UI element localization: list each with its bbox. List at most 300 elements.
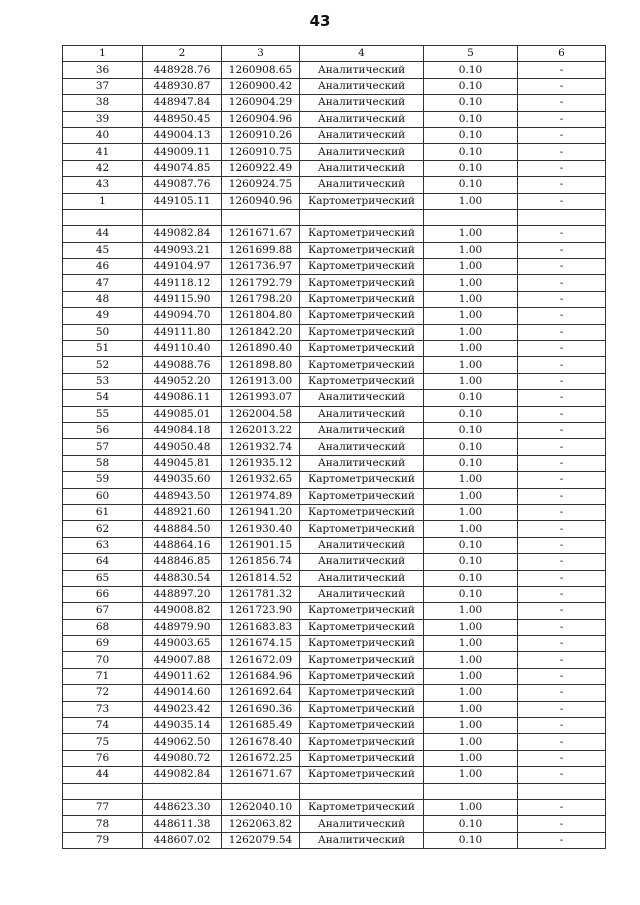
table-cell [63,209,143,225]
coordinates-table [62,45,606,849]
table-row [63,242,606,258]
table-cell: Картометрический [300,324,424,340]
table-cell: Аналитический [300,586,424,602]
table-cell: 1261898.80 [222,357,300,373]
table-row [63,652,606,668]
table-cell: 449035.60 [143,472,222,488]
table-cell: 448830.54 [143,570,222,586]
table-cell: 448884.50 [143,521,222,537]
table-cell: Аналитический [300,390,424,406]
table-cell: 1.00 [424,701,518,717]
table-cell: Картометрический [300,668,424,684]
table-row [63,62,606,78]
table-row [63,783,606,799]
table-cell: 1262063.82 [222,816,300,832]
table-cell: 1.00 [424,734,518,750]
table-cell: 1.00 [424,324,518,340]
table-cell: 1262079.54 [222,832,300,848]
table-cell: 1.00 [424,373,518,389]
table-row [63,275,606,291]
table-cell: - [518,816,606,832]
table-cell: 1261699.88 [222,242,300,258]
table-cell: - [518,455,606,471]
table-cell: Аналитический [300,439,424,455]
table-cell: 448979.90 [143,619,222,635]
table-cell: 1.00 [424,488,518,504]
table-cell: 449045.81 [143,455,222,471]
table-cell: - [518,193,606,209]
table-cell: 72 [63,685,143,701]
header-cell: 2 [143,46,222,62]
table-row [63,259,606,275]
table-cell [300,209,424,225]
table-cell: 0.10 [424,111,518,127]
table-cell: Картометрический [300,619,424,635]
table-row [63,341,606,357]
table-cell: 0.10 [424,95,518,111]
table-cell: 448950.45 [143,111,222,127]
table-cell: 1262013.22 [222,422,300,438]
table-row [63,521,606,537]
table-cell: - [518,275,606,291]
table-cell: 71 [63,668,143,684]
table-row [63,308,606,324]
table-cell: - [518,554,606,570]
table-cell: 1261842.20 [222,324,300,340]
table-cell: Аналитический [300,160,424,176]
table-cell: - [518,636,606,652]
table-cell: 0.10 [424,570,518,586]
table-cell: 0.10 [424,439,518,455]
table-cell: - [518,799,606,815]
table-cell: 58 [63,455,143,471]
table-cell: 44 [63,226,143,242]
table-cell: 1.00 [424,521,518,537]
table-cell: 51 [63,341,143,357]
table-cell: - [518,734,606,750]
page-number: 43 [309,12,331,30]
table-row [63,668,606,684]
table-cell: 40 [63,127,143,143]
table-cell: 449004.13 [143,127,222,143]
table-cell: Картометрический [300,341,424,357]
table-cell: - [518,144,606,160]
table-cell: 1261671.67 [222,767,300,783]
table-cell: 1261935.12 [222,455,300,471]
table-cell: 1.00 [424,685,518,701]
table-cell: 0.10 [424,390,518,406]
table-cell: Картометрический [300,767,424,783]
table-row [63,144,606,160]
table-cell: 1261685.49 [222,718,300,734]
table-cell: - [518,62,606,78]
table-cell [424,783,518,799]
table-cell: 448607.02 [143,832,222,848]
table-cell: - [518,341,606,357]
table-cell: 449082.84 [143,767,222,783]
table-cell: - [518,439,606,455]
table-cell: 59 [63,472,143,488]
table-cell: Аналитический [300,62,424,78]
table-cell: 448943.50 [143,488,222,504]
table-cell: - [518,291,606,307]
table-cell: 1.00 [424,308,518,324]
table-row [63,734,606,750]
table-cell: 449003.65 [143,636,222,652]
table-cell: 449014.60 [143,685,222,701]
table-cell: Картометрический [300,259,424,275]
table-cell: 70 [63,652,143,668]
table-cell: 1262004.58 [222,406,300,422]
table-row [63,160,606,176]
table-cell: 1261913.00 [222,373,300,389]
table-cell: 1261690.36 [222,701,300,717]
table-cell: 1261723.90 [222,603,300,619]
table-cell: 449052.20 [143,373,222,389]
table-cell: 449115.90 [143,291,222,307]
table-row [63,406,606,422]
table-cell: 449111.80 [143,324,222,340]
table-row [63,586,606,602]
table-cell [222,209,300,225]
table-cell: 1.00 [424,472,518,488]
table-cell: 449023.42 [143,701,222,717]
table-cell: - [518,504,606,520]
table-cell: 67 [63,603,143,619]
table-cell: 1.00 [424,504,518,520]
table-cell: - [518,521,606,537]
table-cell: 1260908.65 [222,62,300,78]
table-cell: 448947.84 [143,95,222,111]
table-row [63,750,606,766]
table-cell: 37 [63,78,143,94]
table-cell: 44 [63,767,143,783]
table-cell: 63 [63,537,143,553]
table-cell: 448623.30 [143,799,222,815]
table-cell [63,783,143,799]
table-cell: 1.00 [424,357,518,373]
table-cell: 49 [63,308,143,324]
table-cell: - [518,127,606,143]
table-cell: - [518,652,606,668]
table-cell: 449110.40 [143,341,222,357]
table-cell: 1261901.15 [222,537,300,553]
table-cell: Картометрический [300,603,424,619]
table-cell: 449080.72 [143,750,222,766]
table-cell: - [518,701,606,717]
table-cell: - [518,308,606,324]
table-cell: 1.00 [424,718,518,734]
table-row [63,603,606,619]
table-row [63,504,606,520]
table-cell: 53 [63,373,143,389]
table-cell: 1.00 [424,652,518,668]
table-cell: 449105.11 [143,193,222,209]
table-cell: 449007.88 [143,652,222,668]
table-cell: - [518,95,606,111]
table-cell: 0.10 [424,78,518,94]
table-cell: 1261941.20 [222,504,300,520]
table-cell: 1261932.65 [222,472,300,488]
table-cell: 0.10 [424,62,518,78]
table-row [63,78,606,94]
table-row [63,324,606,340]
table-cell: Картометрический [300,718,424,734]
table-cell: 449009.11 [143,144,222,160]
table-cell: 449035.14 [143,718,222,734]
table-cell: Аналитический [300,832,424,848]
header-cell: 5 [424,46,518,62]
table-cell: Аналитический [300,537,424,553]
table-cell: 449050.48 [143,439,222,455]
table-cell: 1261736.97 [222,259,300,275]
table-cell: Картометрический [300,357,424,373]
table-cell: Картометрический [300,226,424,242]
table-cell: 43 [63,177,143,193]
table-cell: Аналитический [300,95,424,111]
table-cell: 1.00 [424,193,518,209]
table-cell: 448928.76 [143,62,222,78]
table-cell: 60 [63,488,143,504]
header-cell: 4 [300,46,424,62]
table-cell: 449008.82 [143,603,222,619]
table-cell: 1261672.25 [222,750,300,766]
table-cell: 1261798.20 [222,291,300,307]
table-cell: 0.10 [424,127,518,143]
table-cell: Картометрический [300,701,424,717]
table-cell: 64 [63,554,143,570]
table-cell: 73 [63,701,143,717]
table-cell: - [518,537,606,553]
table-cell: 1260910.26 [222,127,300,143]
table-cell [143,783,222,799]
table-row [63,816,606,832]
table-row [63,767,606,783]
table-row [63,488,606,504]
table-cell: 1261856.74 [222,554,300,570]
table-cell: 449118.12 [143,275,222,291]
table-cell: - [518,586,606,602]
table-cell: 54 [63,390,143,406]
table-row [63,111,606,127]
table-cell: 1.00 [424,750,518,766]
table-row [63,570,606,586]
table-cell: 0.10 [424,586,518,602]
table-cell: Аналитический [300,127,424,143]
table-cell: Картометрический [300,193,424,209]
table-row [63,832,606,848]
table-cell: 1260910.75 [222,144,300,160]
table-cell: - [518,767,606,783]
table-cell: - [518,570,606,586]
table-cell: Картометрический [300,308,424,324]
table-cell: 449062.50 [143,734,222,750]
table-cell: 52 [63,357,143,373]
table-cell: 1261974.89 [222,488,300,504]
table-cell: 1260922.49 [222,160,300,176]
table-cell: Аналитический [300,554,424,570]
table-row [63,619,606,635]
table-row [63,209,606,225]
table-cell: 77 [63,799,143,815]
table-cell: 448897.20 [143,586,222,602]
table-row [63,718,606,734]
table-cell [424,209,518,225]
header-cell: 3 [222,46,300,62]
table-cell: 61 [63,504,143,520]
table-cell: 1261804.80 [222,308,300,324]
table-cell: Картометрический [300,373,424,389]
table-cell: 449082.84 [143,226,222,242]
table-cell: 74 [63,718,143,734]
table-row [63,226,606,242]
table-cell: 0.10 [424,160,518,176]
table-cell: - [518,750,606,766]
table-cell: - [518,324,606,340]
table-row [63,554,606,570]
table-row [63,636,606,652]
table-cell: - [518,718,606,734]
table-cell: 448611.38 [143,816,222,832]
table-cell: 449011.62 [143,668,222,684]
table-cell: 1261672.09 [222,652,300,668]
table-cell: - [518,357,606,373]
table-cell: - [518,685,606,701]
table-cell: 1261678.40 [222,734,300,750]
table-cell: 0.10 [424,455,518,471]
table-cell: 449094.70 [143,308,222,324]
table-cell: 448921.60 [143,504,222,520]
table-row [63,390,606,406]
table-row [63,177,606,193]
table-cell: 0.10 [424,816,518,832]
table-cell: 47 [63,275,143,291]
table-cell: 1261993.07 [222,390,300,406]
table-cell: - [518,390,606,406]
table-cell: Аналитический [300,78,424,94]
table-cell: 76 [63,750,143,766]
table-cell: 1.00 [424,242,518,258]
table-row [63,357,606,373]
table-cell: 1.00 [424,668,518,684]
table-cell: Картометрический [300,685,424,701]
table-cell: - [518,422,606,438]
table-cell: 1.00 [424,226,518,242]
table-cell: 57 [63,439,143,455]
header-cell: 6 [518,46,606,62]
table-cell: 1261932.74 [222,439,300,455]
table-cell: Картометрический [300,750,424,766]
table-cell: - [518,668,606,684]
table-cell: - [518,226,606,242]
table-cell: 1261890.40 [222,341,300,357]
table-cell: - [518,242,606,258]
table-cell: 65 [63,570,143,586]
table-row [63,472,606,488]
table-row [63,127,606,143]
table-row [63,439,606,455]
table-cell: 1261674.15 [222,636,300,652]
table-cell: 1.00 [424,259,518,275]
table-cell: 1.00 [424,291,518,307]
table-cell: - [518,406,606,422]
table-cell: 1260904.29 [222,95,300,111]
table-cell: 1.00 [424,619,518,635]
table-row [63,701,606,717]
table-cell: Картометрический [300,652,424,668]
table-cell: - [518,78,606,94]
table-cell: 1.00 [424,341,518,357]
table-cell: 1.00 [424,767,518,783]
table-cell: Аналитический [300,111,424,127]
table-cell: 1261683.83 [222,619,300,635]
table-row [63,291,606,307]
table-cell: Картометрический [300,636,424,652]
table-cell: 449074.85 [143,160,222,176]
table-row [63,455,606,471]
table-cell: 66 [63,586,143,602]
table-cell: - [518,177,606,193]
table-cell: 38 [63,95,143,111]
table-cell: Картометрический [300,242,424,258]
table-cell: 36 [63,62,143,78]
table-cell: 41 [63,144,143,160]
table-cell: 1260940.96 [222,193,300,209]
table-cell: 68 [63,619,143,635]
table-cell: 46 [63,259,143,275]
table-cell: 449104.97 [143,259,222,275]
table-header-row [63,46,606,62]
table-row [63,685,606,701]
table-cell: - [518,111,606,127]
table-cell: Аналитический [300,177,424,193]
table-row [63,95,606,111]
table-cell: - [518,603,606,619]
table-cell: 0.10 [424,554,518,570]
table-cell: 50 [63,324,143,340]
table-row [63,537,606,553]
table-cell [300,783,424,799]
table-cell: 0.10 [424,144,518,160]
table-cell: 1261671.67 [222,226,300,242]
table-row [63,193,606,209]
table-cell: 39 [63,111,143,127]
table-cell: Картометрический [300,521,424,537]
table-cell: Аналитический [300,406,424,422]
table-cell: 0.10 [424,422,518,438]
table-cell: Картометрический [300,734,424,750]
table-cell: Аналитический [300,455,424,471]
table-cell: - [518,373,606,389]
table-cell: 449088.76 [143,357,222,373]
table-cell: 1260900.42 [222,78,300,94]
table-cell: - [518,619,606,635]
table-cell: 79 [63,832,143,848]
table-cell: 1261814.52 [222,570,300,586]
table-cell: Картометрический [300,472,424,488]
table-cell: 448930.87 [143,78,222,94]
table-cell: 1.00 [424,275,518,291]
table-cell: - [518,488,606,504]
table-cell: Аналитический [300,144,424,160]
table-cell: - [518,472,606,488]
table-cell: Картометрический [300,504,424,520]
table-row [63,799,606,815]
table-cell: 449085.01 [143,406,222,422]
table-cell: 42 [63,160,143,176]
table-cell: 0.10 [424,406,518,422]
table-row [63,422,606,438]
